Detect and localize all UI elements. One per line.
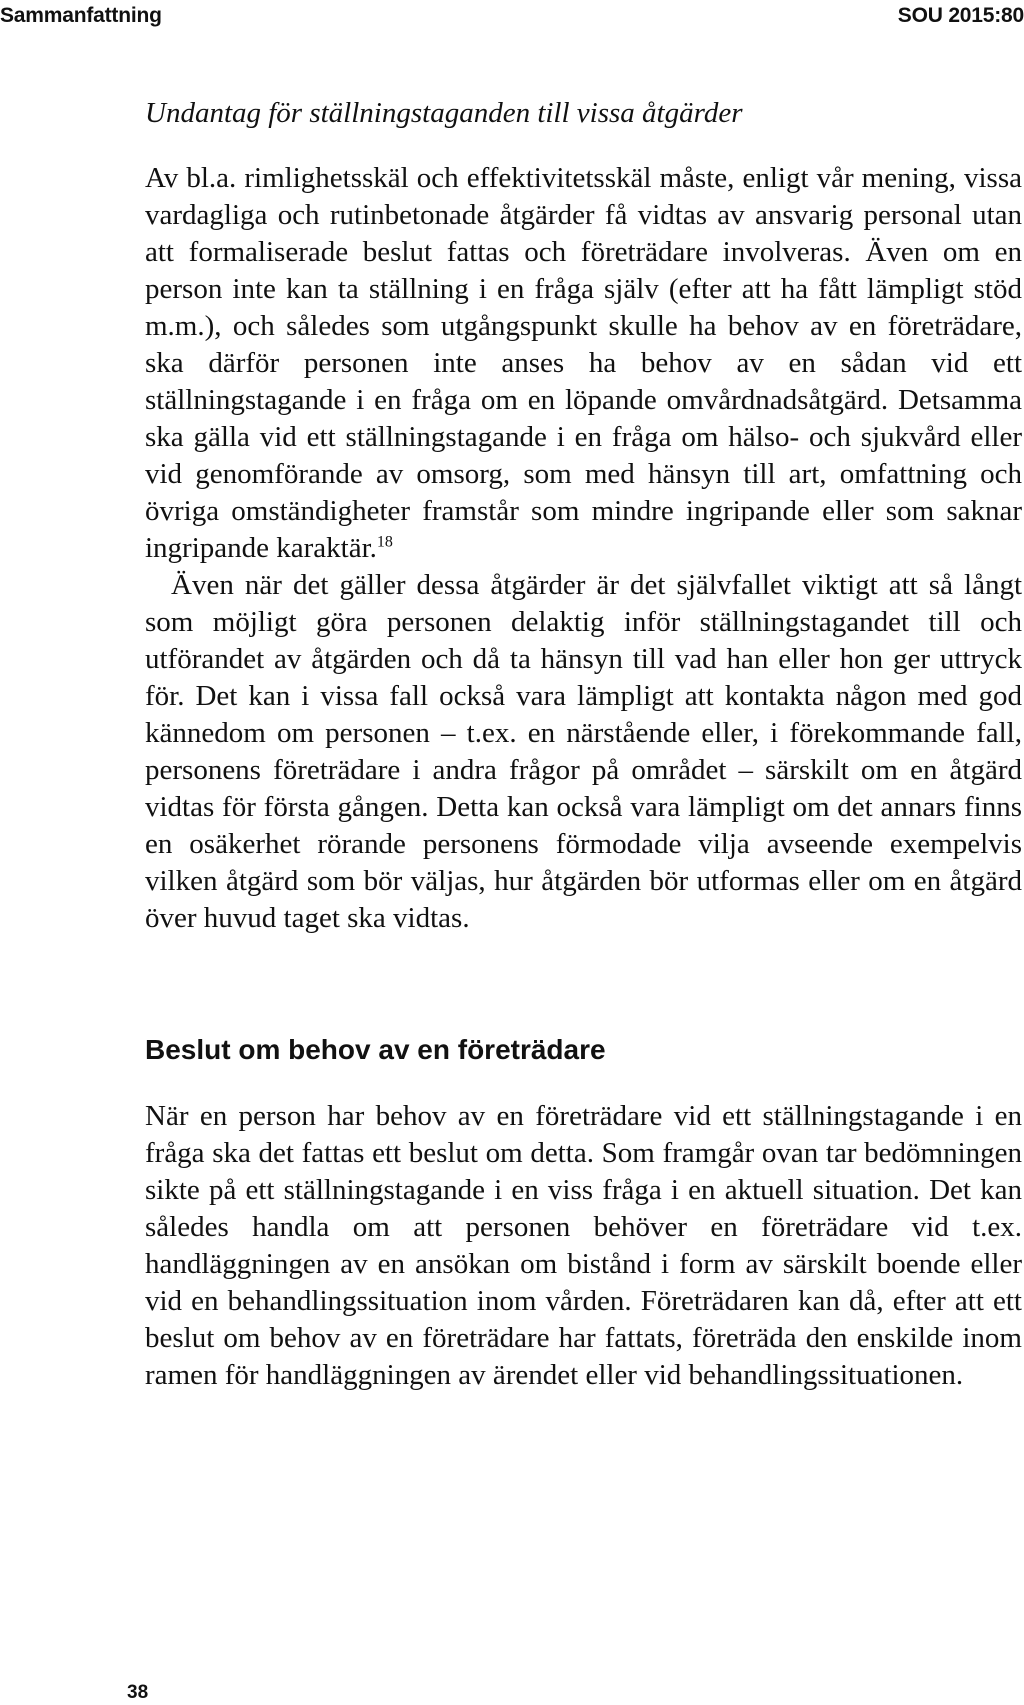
page-number: 38 (127, 1682, 149, 1703)
running-header (0, 4, 1024, 34)
header-section-title: Sammanfattning (0, 4, 162, 27)
paragraph-1 (145, 160, 1022, 567)
footnote-marker: 18 (376, 533, 393, 551)
header-report-id: SOU 2015:80 (897, 4, 1024, 27)
page-body (145, 95, 1022, 1394)
paragraph-1-text: Av bl.a. rimlighetsskäl och effektivitetsskäl måste, enligt vår mening, vissa vardagliga och rutinbetonade åtgärder få vidtas av ansvarig personal utan att formaliserade beslut fattas och företrädare involveras. Även om en person inte kan ta ställning i en fråga själv (efter att ha fått lämpligt stöd m.m.), och således som utgångspunkt skulle ha behov av en företrädare, ska därför personen inte anses ha behov av en sådan vid ett ställningstagande i en fråga om en löpande omvårdnadsåtgärd. Detsamma ska gälla vid ett ställningstagande i en fråga om hälso- och sjukvård eller vid genomförande av omsorg, som med hänsyn till art, omfattning och övriga omständigheter framstår som mindre ingripande eller som saknar ingripande karaktär. (145, 162, 1022, 564)
section-heading: Beslut om behov av en företrädare (145, 1034, 606, 1065)
subsection-heading: Undantag för ställningstaganden till vissa åtgärder (145, 97, 743, 129)
paragraph-3: När en person har behov av en företrädare vid ett ställningstagande i en fråga ska det fattas ett beslut om detta. Som framgår ovan tar bedömningen sikte på ett ställningstagande i en viss fråga i en aktuell situation. Det kan således handla om att personen behöver en företrädare vid t.ex. handläggningen av en ansökan om bistånd i form av särskilt boende eller vid en behandlingssituation inom vården. Företrädaren kan då, efter att ett beslut om behov av en företrädare har fattats, företräda den enskilde inom ramen för handläggningen av ärendet eller vid behandlingssituationen. (145, 1100, 1022, 1391)
paragraph-2: Även när det gäller dessa åtgärder är det självfallet viktigt att så långt som möjligt göra personen delaktig inför ställningstagandet till och utförandet av åtgärden och då ta hänsyn till vad han eller hon ger uttryck för. Det kan i vissa fall också vara lämpligt att kontakta någon med god kännedom om personen – t.ex. en närstående eller, i förekommande fall, personens företrädare i andra frågor på området – särskilt om en åtgärd vidtas för första gången. Detta kan också vara lämpligt om det annars finns en osäkerhet rörande personens förmodade vilja avseende exempelvis vilken åtgärd som bör väljas, hur åtgärden bör utformas eller om en åtgärd över huvud taget ska vidtas. (145, 569, 1022, 934)
